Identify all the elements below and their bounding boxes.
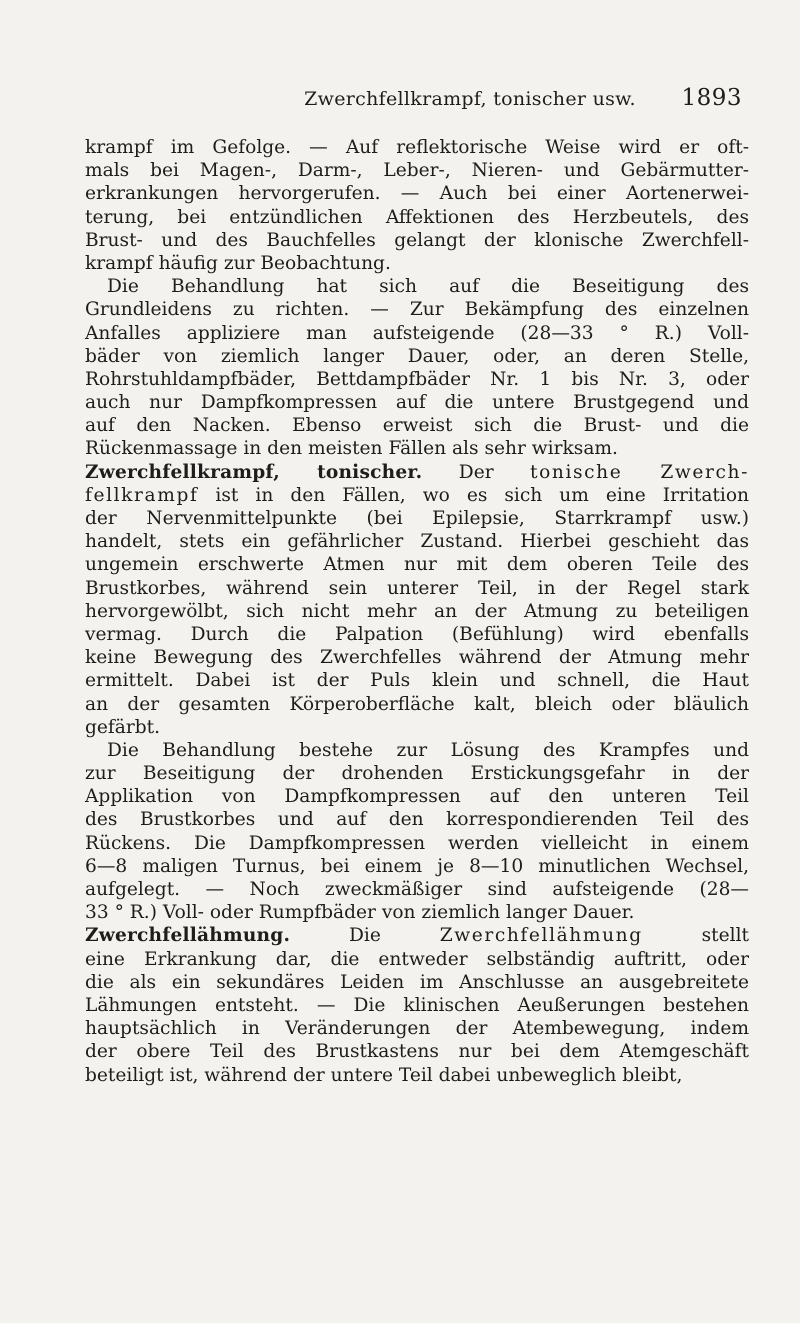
text-line [85, 1040, 749, 1063]
text-line [85, 762, 749, 785]
text-line [85, 391, 749, 414]
text-run: keine Bewegung des Zwerchfelles während der Atmung mehr [85, 647, 749, 669]
entry-heading: Zwerchfellähmung. [85, 925, 291, 947]
text-run: Die [290, 925, 440, 947]
text-run: ist in den Fällen, wo es sich um eine Irritation [198, 484, 749, 506]
text-run: Applikation von Dampfkompressen auf den unteren Teil [85, 786, 749, 808]
text-run: Der [422, 461, 531, 483]
page-number: 1893 [681, 85, 742, 111]
text-line [85, 461, 749, 484]
text-line [85, 739, 749, 762]
text-run: an der gesamten Körperoberfläche kalt, bleich oder bläulich [85, 693, 749, 715]
text-line [85, 971, 749, 994]
text-run: hervorgewölbt, sich nicht mehr an der Atmung zu beteiligen [85, 600, 749, 622]
text-run: ermittelt. Dabei ist der Puls klein und schnell, die Haut [85, 670, 749, 692]
text-run: Brustkorbes, während sein unterer Teil, in der Regel stark [85, 577, 749, 599]
emphasized-term: fellkrampf [85, 484, 199, 506]
text-line [85, 484, 749, 507]
text-run: bäder von ziemlich langer Dauer, oder, an deren Stelle, [85, 345, 749, 367]
text-run: Die Behandlung hat sich auf die Beseitigung des [107, 276, 749, 298]
text-line [85, 206, 749, 229]
text-line [85, 623, 749, 646]
text-run: Rückenmassage in den meisten Fällen als sehr wirksam. [85, 438, 618, 460]
text-line [85, 136, 749, 159]
text-line [85, 298, 749, 321]
text-run: Anfalles appliziere man aufsteigende (28—33 ° R.) Voll- [85, 322, 749, 344]
text-run: krampf häufig zur Beobachtung. [85, 252, 391, 274]
text-line [85, 577, 749, 600]
text-line [85, 345, 749, 368]
text-run: beteiligt ist, während der untere Teil dabei unbeweglich bleibt, [85, 1064, 683, 1086]
text-run: handelt, stets ein gefährlicher Zustand. Hierbei geschieht das [85, 531, 749, 553]
running-head-title: Zwerchfellkrampf, tonischer usw. [304, 88, 636, 110]
text-line [85, 878, 749, 901]
text-line [85, 368, 749, 391]
text-line [85, 1017, 749, 1040]
text-line [85, 669, 749, 692]
text-line [85, 159, 749, 182]
text-line [85, 855, 749, 878]
text-line [85, 229, 749, 252]
text-line [85, 808, 749, 831]
text-run: krampf im Gefolge. — Auf reflektorische Weise wird er oft- [85, 137, 749, 158]
text-line [85, 716, 749, 739]
text-run: die als ein sekundäres Leiden im Anschlusse an ausgebreitete [85, 971, 749, 993]
text-line [85, 901, 749, 924]
text-line [85, 693, 749, 716]
text-run: auf den Nacken. Ebenso erweist sich die Brust- und die [85, 415, 749, 437]
text-line [85, 994, 749, 1017]
text-line [85, 275, 749, 298]
text-run: hauptsächlich in Veränderungen der Atembewegung, indem [85, 1018, 749, 1040]
text-line [85, 530, 749, 553]
emphasized-term: Zwerchfellähmung [439, 925, 643, 947]
text-run: stellt [642, 925, 749, 947]
body-text [85, 136, 749, 1087]
text-run: Grundleidens zu richten. — Zur Bekämpfung des einzelnen [85, 299, 749, 321]
text-run: Lähmungen entsteht. — Die klinischen Aeußerungen bestehen [85, 994, 749, 1016]
text-line [85, 1064, 749, 1087]
text-line [85, 182, 749, 205]
text-run: der Nervenmittelpunkte (bei Epilepsie, Starrkrampf usw.) [85, 508, 749, 529]
text-run: Rückens. Die Dampfkompressen werden vielleicht in einem [85, 832, 749, 854]
text-line [85, 507, 749, 530]
text-line [85, 414, 749, 437]
text-run: mals bei Magen-, Darm-, Leber-, Nieren- und Gebärmutter- [85, 160, 749, 182]
text-run: terung, bei entzündlichen Affektionen des Herzbeutels, des [85, 206, 749, 228]
text-run: 33 ° R.) Voll- oder Rumpfbäder von ziemlich langer Dauer. [85, 902, 635, 924]
text-line [85, 832, 749, 855]
text-run: 6—8 maligen Turnus, bei einem je 8—10 minutlichen Wechsel, [85, 855, 749, 877]
text-line [85, 924, 749, 947]
text-line [85, 948, 749, 971]
text-run: ungemein erschwerte Atmen nur mit dem oberen Teile des [85, 554, 749, 576]
text-run: eine Erkrankung dar, die entweder selbständig auftritt, oder [85, 948, 749, 970]
text-line [85, 322, 749, 345]
text-run: Die Behandlung bestehe zur Lösung des Krampfes und [107, 739, 749, 761]
running-head [0, 85, 800, 122]
text-run: Brust- und des Bauchfelles gelangt der klonische Zwerchfell- [85, 229, 749, 251]
text-line [85, 252, 749, 275]
text-run: erkrankungen hervorgerufen. — Auch bei einer Aortenerwei- [85, 183, 749, 205]
text-run: vermag. Durch die Palpation (Befühlung) wird ebenfalls [85, 623, 749, 645]
text-run: der obere Teil des Brustkastens nur bei dem Atemgeschäft [85, 1041, 749, 1063]
text-run: zur Beseitigung der drohenden Erstickungsgefahr in der [85, 763, 749, 785]
text-run: des Brustkorbes und auf den korrespondierenden Teil des [85, 809, 749, 831]
text-run: gefärbt. [85, 716, 161, 738]
text-run: Rohrstuhldampfbäder, Bettdampfbäder Nr. 1 bis Nr. 3, oder [85, 368, 749, 390]
text-line [85, 600, 749, 623]
emphasized-term: tonische Zwerch- [530, 461, 749, 483]
text-run: auch nur Dampfkompressen auf die untere Brustgegend und [85, 392, 749, 414]
entry-heading: Zwerchfellkrampf, tonischer. [85, 461, 423, 483]
text-line [85, 437, 749, 460]
text-line [85, 646, 749, 669]
text-line [85, 553, 749, 576]
text-line [85, 785, 749, 808]
text-run: aufgelegt. — Noch zweckmäßiger sind aufsteigende (28— [85, 879, 749, 900]
